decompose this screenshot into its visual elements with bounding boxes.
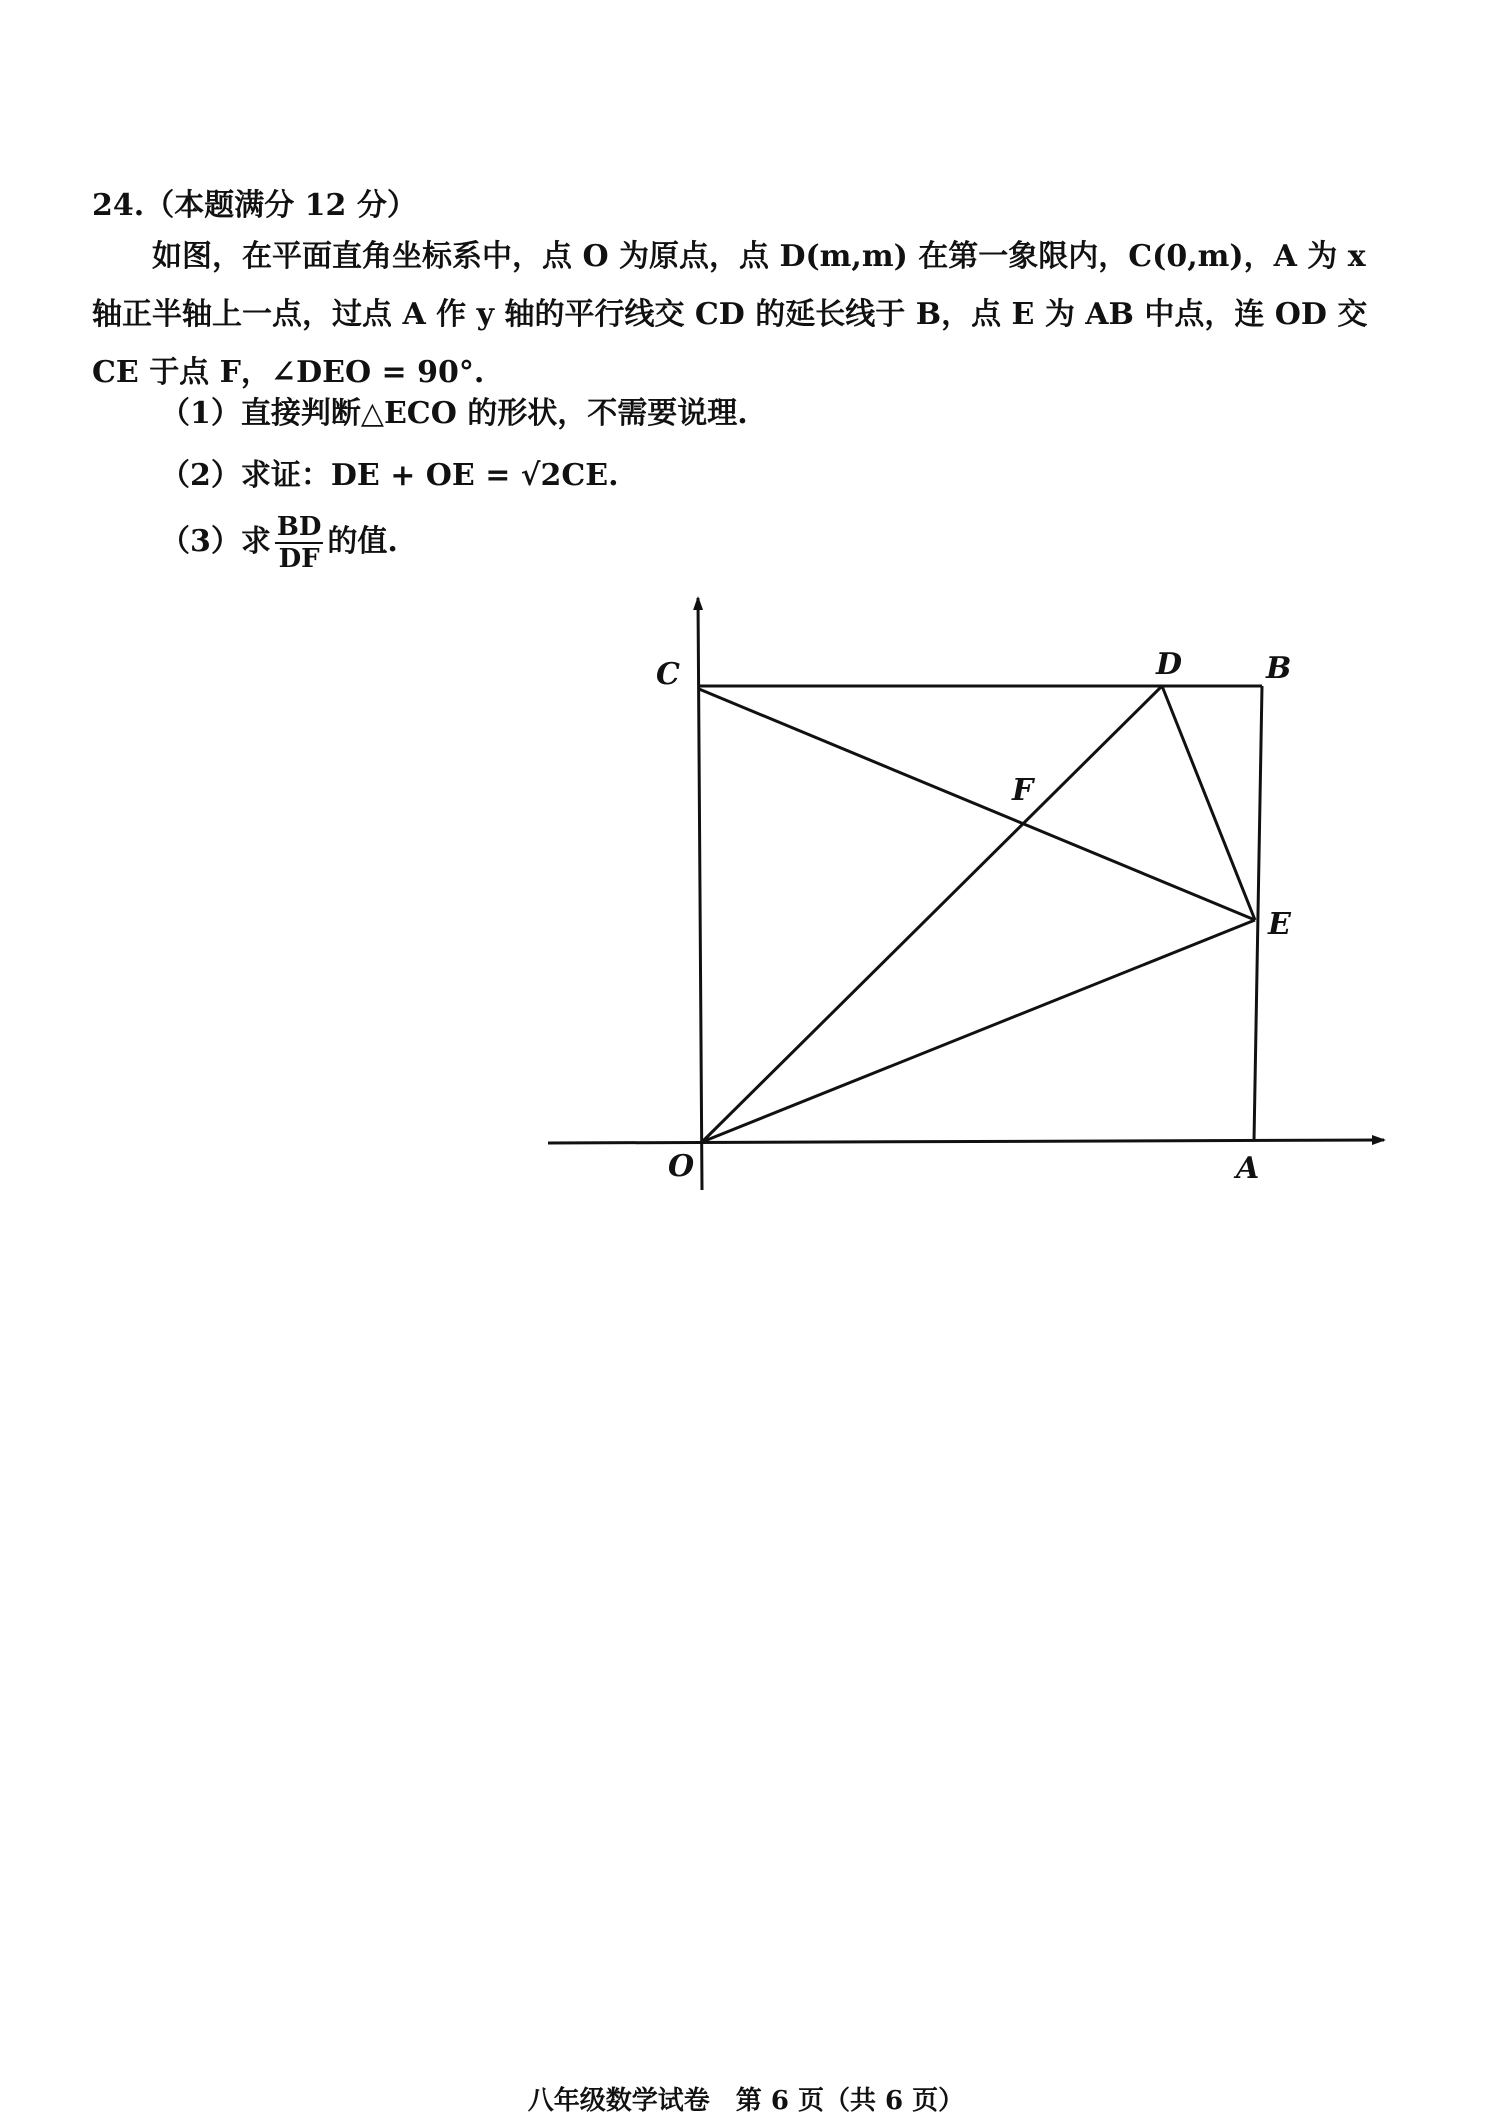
page-footer: 八年级数学试卷 第 6 页（共 6 页） [527,2086,965,2116]
label-c: C [656,657,680,692]
segment-oe [702,920,1255,1142]
question-header: 24.（本题满分 12 分） [92,188,417,223]
label-e: E [1268,907,1291,942]
label-b: B [1266,651,1292,686]
part-2: （2）求证：DE + OE = √2CE. [160,458,619,493]
part-3-prefix: （3）求 [160,524,271,559]
segment-ab [1254,686,1262,1141]
segment-od [702,686,1162,1142]
label-d: D [1156,647,1183,682]
segment-de [1162,686,1255,920]
label-a: A [1236,1151,1260,1186]
fraction-denominator: DF [278,544,320,574]
part-3-suffix: 的值. [327,524,398,559]
part-1: （1）直接判断△ECO 的形状，不需要说理. [160,396,748,431]
x-axis [548,1140,1384,1143]
fraction-numerator: BD [276,512,322,542]
label-f: F [1012,773,1034,808]
question-body-text: 如图，在平面直角坐标系中，点 O 为原点，点 D(m,m) 在第一象限内，C(0,m)，A 为 x 轴正半轴上一点，过点 A 作 y 轴的平行线交 CD 的延长线于 B，点 E 为 AB 中点，连 OD 交 CE 于点 F，∠DEO = 90°. [92,239,1368,390]
label-o: O [668,1149,695,1184]
segment-ce [699,689,1255,920]
